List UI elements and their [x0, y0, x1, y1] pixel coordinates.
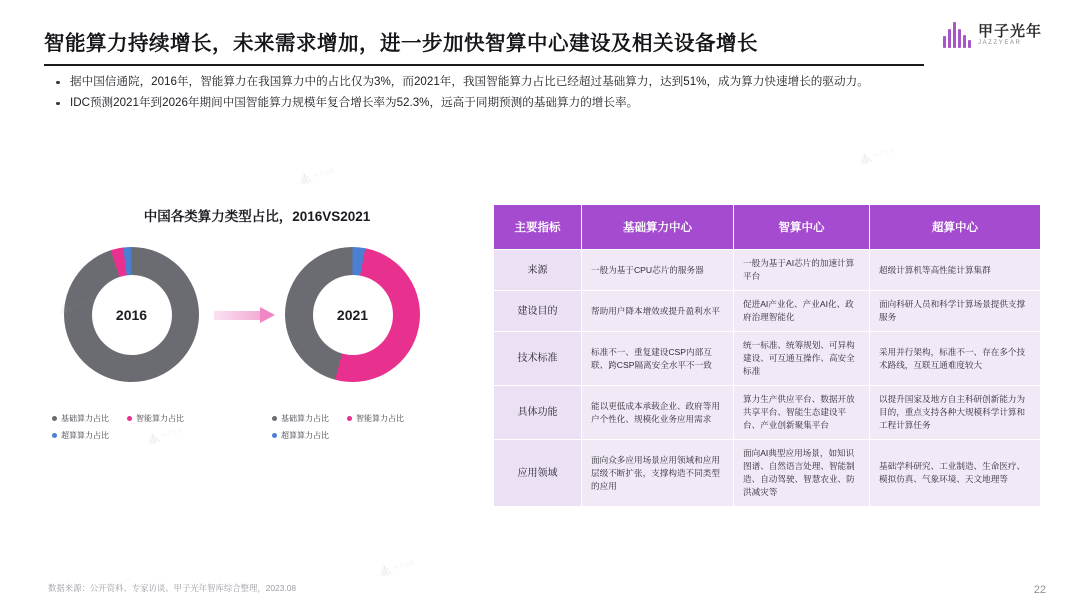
bullet-item: 据中国信通院，2016年，智能算力在我国算力中的占比仅为3%，而2021年，我国智能算力占比已经超过基础算力，达到51%，成为算力快速增长的驱动力。 [48, 72, 948, 92]
comparison-table-wrapper [494, 205, 1040, 506]
brand-logo [943, 22, 1042, 48]
logo-mark-icon [943, 22, 971, 48]
logo-text-en: JAZZYEAR [977, 39, 1022, 46]
logo-text-cn: 甲子光年 [977, 23, 1042, 41]
table-cell-intelligent: 一般为基于AI芯片的加速计算平台 [734, 250, 870, 291]
table-row-header: 应用领域 [494, 440, 582, 506]
table-header-cell: 智算中心 [734, 205, 870, 250]
donut-2021-label: 2021 [313, 275, 393, 355]
donut-chart-block [42, 205, 472, 505]
table-header-cell: 主要指标 [494, 205, 582, 250]
watermark: 甲子光年 [859, 145, 896, 164]
source-note: 数据来源：公开资料、专家访谈、甲子光年智库综合整理，2023.08 [48, 583, 297, 593]
legend-item-intelligent [347, 413, 404, 424]
watermark: 甲子光年 [147, 425, 184, 444]
table-row [494, 332, 1040, 386]
watermark: 甲子光年 [299, 165, 336, 184]
legend-dot-intelligent [347, 416, 352, 421]
bullet-list [48, 72, 948, 114]
table-cell-base: 标准不一、重复建设CSP内部互联、跨CSP隔离安全水平不一致 [582, 332, 734, 386]
table-row-header: 具体功能 [494, 386, 582, 440]
chart-title: 中国各类算力类型占比，2016VS2021 [143, 209, 371, 224]
legend-label-super: 超算算力占比 [61, 431, 109, 440]
chart-legends [42, 413, 472, 473]
legend-group-2016 [52, 413, 252, 447]
table-cell-base: 一般为基于CPU芯片的服务器 [582, 250, 734, 291]
bullet-item: IDC预测2021年到2026年期间中国智能算力规模年复合增长率为52.3%，远高于同期预测的基础算力的增长率。 [48, 93, 948, 113]
table-cell-intelligent: 面向AI典型应用场景，如知识图谱、自然语言处理、智能制造、自动驾驶、智慧农业、防洪减灾等 [734, 440, 870, 506]
table-header-cell: 超算中心 [870, 205, 1040, 250]
donut-2021 [285, 247, 420, 382]
table-cell-intelligent: 统一标准、统筹规划、可异构建设、可互通互操作、高安全标准 [734, 332, 870, 386]
watermark: 甲子光年 [379, 557, 416, 576]
legend-item-super [52, 430, 109, 441]
legend-dot-base [52, 416, 57, 421]
legend-label-intelligent: 智能算力占比 [136, 414, 184, 423]
table-cell-intelligent: 促进AI产业化、产业AI化、政府治理智能化 [734, 291, 870, 332]
legend-label-intelligent: 智能算力占比 [356, 414, 404, 423]
legend-label-super: 超算算力占比 [281, 431, 329, 440]
donut-2016-label: 2016 [92, 275, 172, 355]
legend-dot-base [272, 416, 277, 421]
table-row-header: 技术标准 [494, 332, 582, 386]
donut-2016 [64, 247, 199, 382]
table-row-header: 建设目的 [494, 291, 582, 332]
title-bar [44, 26, 924, 66]
table-header-row [494, 205, 1040, 250]
legend-item-base [52, 413, 109, 424]
legend-dot-super [52, 433, 57, 438]
table-header-cell: 基础算力中心 [582, 205, 734, 250]
legend-label-base: 基础算力占比 [61, 414, 109, 423]
table-row [494, 386, 1040, 440]
table-cell-super: 面向科研人员和科学计算场景提供支撑服务 [870, 291, 1040, 332]
table-cell-base: 面向众多应用场景应用领域和应用层级不断扩张，支撑构造不同类型的应用 [582, 440, 734, 506]
table-cell-base: 帮助用户降本增效或提升盈利水平 [582, 291, 734, 332]
page-number: 22 [1033, 584, 1046, 596]
table-row-header: 来源 [494, 250, 582, 291]
table-cell-super: 采用并行架构，标准不一、存在多个技术路线，互联互通难度较大 [870, 332, 1040, 386]
legend-dot-intelligent [127, 416, 132, 421]
comparison-table [494, 205, 1040, 506]
transition-arrow-icon [214, 307, 276, 323]
table-row [494, 250, 1040, 291]
legend-item-base [272, 413, 329, 424]
legend-group-2021 [272, 413, 472, 447]
table-cell-super: 以提升国家及地方自主科研创新能力为目的，重点支持各种大规模科学计算和工程计算任务 [870, 386, 1040, 440]
legend-dot-super [272, 433, 277, 438]
table-cell-super: 基础学科研究、工业制造、生命医疗、模拟仿真、气象环境、天文地理等 [870, 440, 1040, 506]
page-title: 智能算力持续增长，未来需求增加，进一步加快智算中心建设及相关设备增长 [44, 32, 758, 55]
table-cell-base: 能以更低成本承载企业、政府等用户个性化、规模化业务应用需求 [582, 386, 734, 440]
table-row [494, 291, 1040, 332]
table-row [494, 440, 1040, 506]
table-cell-intelligent: 算力生产供应平台、数据开放共享平台、智能生态建设平台、产业创新聚集平台 [734, 386, 870, 440]
legend-item-intelligent [127, 413, 184, 424]
legend-item-super [272, 430, 329, 441]
legend-label-base: 基础算力占比 [281, 414, 329, 423]
table-cell-super: 超级计算机等高性能计算集群 [870, 250, 1040, 291]
donut-chart-area [42, 239, 472, 399]
